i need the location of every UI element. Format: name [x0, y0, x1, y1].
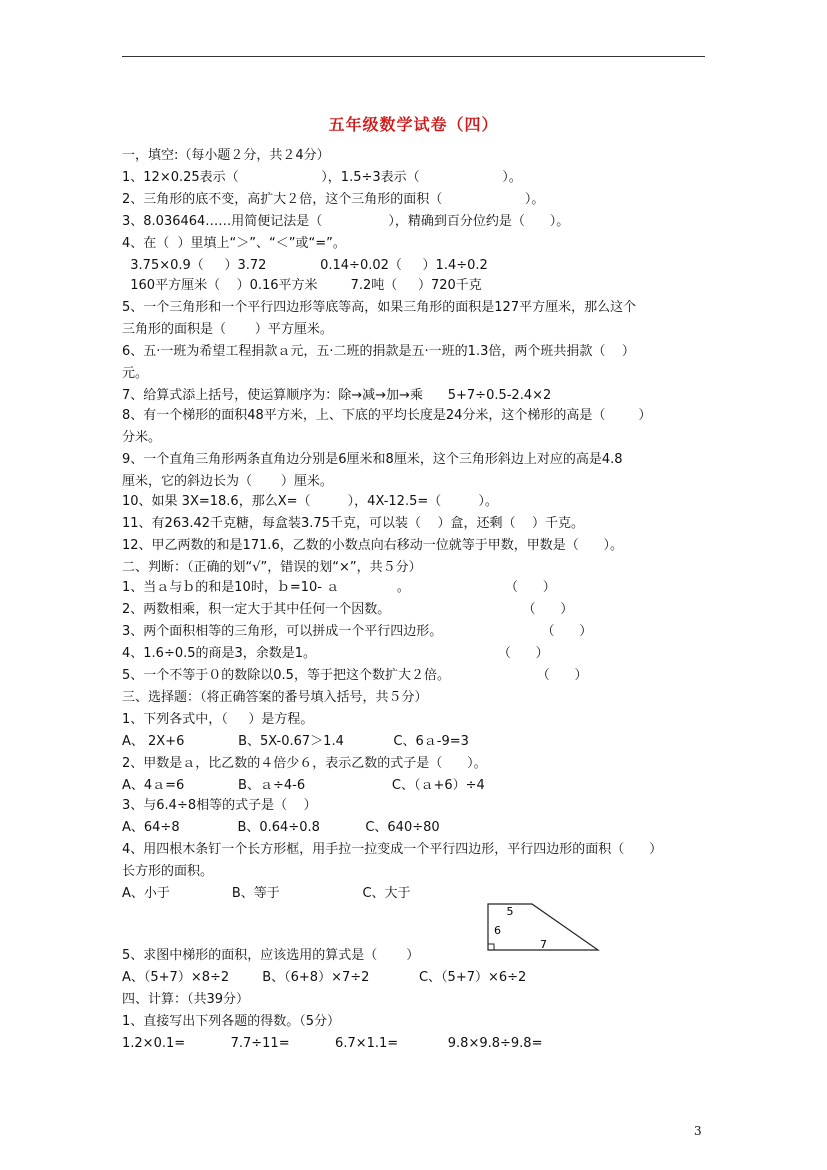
- text-line: 1、12×0.25表示（ ），1.5÷3表示（ ）。: [122, 170, 522, 185]
- text-line: 11、有263.42千克糖，每盒装3.75千克，可以装（ ）盒，还剩（ ）千克。: [122, 516, 585, 531]
- text-line: A、小于 B、等于 C、大于: [122, 886, 411, 901]
- text-line: 5、一个三角形和一个平行四边形等底等高，如果三角形的面积是127平方厘米，那么这个: [122, 300, 637, 315]
- text-line: 7、给算式添上括号，使运算顺序为：除→减→加→乘 5+7÷0.5-2.4×2: [122, 388, 552, 403]
- header-rule: [122, 56, 705, 57]
- text-line: 5、求图中梯形的面积，应该选用的算式是（ ）: [122, 948, 420, 963]
- text-line: 9、一个直角三角形两条直角边分别是6厘米和8厘米，这个三角形斜边上对应的高是4.8: [122, 452, 623, 467]
- text-line: 3、与6.4÷8相等的式子是（ ）: [122, 798, 317, 813]
- text-line: 8、有一个梯形的面积48平方米，上、下底的平均长度是24分米，这个梯形的高是（ ）: [122, 408, 652, 423]
- text-line: 2、甲数是ａ，比乙数的４倍少６，表示乙数的式子是（ ）。: [122, 756, 487, 771]
- text-line: 3、8.036464……用简便记法是（ ），精确到百分位约是（ ）。: [122, 214, 570, 229]
- page-number: 3: [694, 1124, 702, 1138]
- trapezoid-left-label: 6: [494, 924, 501, 937]
- text-line: A、64÷8 B、0.64÷0.8 C、640÷80: [122, 820, 440, 835]
- text-line: 2、三角形的底不变，高扩大２倍，这个三角形的面积（ ）。: [122, 192, 545, 207]
- text-line: A、4ａ=6 B、ａ÷4-6 C、（ａ+6）÷4: [122, 778, 485, 793]
- text-line: A、 2X+6 B、5X-0.67＞1.4 C、6ａ-9=3: [122, 734, 469, 749]
- text-line: 4、在（ ）里填上“＞”、“＜”或“=”。: [122, 236, 346, 251]
- text-line: 2、两数相乘，积一定大于其中任何一个因数。 （ ）: [122, 602, 574, 617]
- text-line: 4、用四根木条钉一个长方形框，用手拉一拉变成一个平行四边形，平行四边形的面积（ ）: [122, 842, 663, 857]
- text-line: 12、甲乙两数的和是171.6，乙数的小数点向右移动一位就等于甲数，甲数是（ ）。: [122, 538, 624, 553]
- text-line: 二、判断：（正确的划“√”，错误的划“×”，共５分）: [122, 560, 422, 575]
- text-line: 三、选择题：（将正确答案的番号填入括号，共５分）: [122, 690, 428, 705]
- text-line: 3.75×0.9（ ）3.72 0.14÷0.02（ ）1.4÷0.2: [122, 258, 488, 273]
- text-line: 6、五·一班为希望工程捐款ａ元，五·二班的捐款是五·一班的1.3倍，两个班共捐款（ ）: [122, 344, 635, 359]
- text-line: 1、当ａ与ｂ的和是10时，ｂ=10- ａ 。 （ ）: [122, 580, 556, 595]
- trapezoid-top-label: 5: [506, 905, 514, 918]
- text-line: 4、1.6÷0.5的商是3，余数是1。 （ ）: [122, 646, 549, 661]
- page-title: 五年级数学试卷（四）: [328, 115, 499, 134]
- text-line: 一，填空:（每小题２分，共２4分）: [122, 148, 330, 163]
- text-line: 1、直接写出下列各题的得数。（5分）: [122, 1014, 341, 1029]
- text-line: A、（5+7）×8÷2 B、（6+8）×7÷2 C、（5+7）×6÷2: [122, 970, 527, 985]
- text-line: 分米。: [122, 430, 162, 445]
- text-line: 元。: [122, 366, 149, 381]
- text-line: 10、如果 3X=18.6，那么X=（ ），4X-12.5=（ ）。: [122, 494, 498, 509]
- text-line: 3、两个面积相等的三角形，可以拼成一个平行四边形。 （ ）: [122, 624, 593, 639]
- text-line: 长方形的面积。: [122, 864, 214, 879]
- text-line: 160平方厘米（ ）0.16平方米 7.2吨（ ）720千克: [122, 278, 482, 293]
- right-angle-mark: [488, 944, 494, 950]
- text-line: 三角形的面积是（ ）平方厘米。: [122, 322, 333, 337]
- trapezoid-bottom-label: 7: [540, 938, 547, 951]
- text-line: 5、一个不等于０的数除以0.5，等于把这个数扩大２倍。 （ ）: [122, 668, 588, 683]
- text-line: 厘米，它的斜边长为（ ）厘米。: [122, 474, 333, 489]
- text-line: 1.2×0.1= 7.7÷11= 6.7×1.1= 9.8×9.8÷9.8=: [122, 1036, 543, 1051]
- text-line: 1、下列各式中，（ ）是方程。: [122, 712, 314, 727]
- trapezoid-figure: [486, 902, 602, 954]
- text-line: 四、计算：（共39分）: [122, 992, 250, 1007]
